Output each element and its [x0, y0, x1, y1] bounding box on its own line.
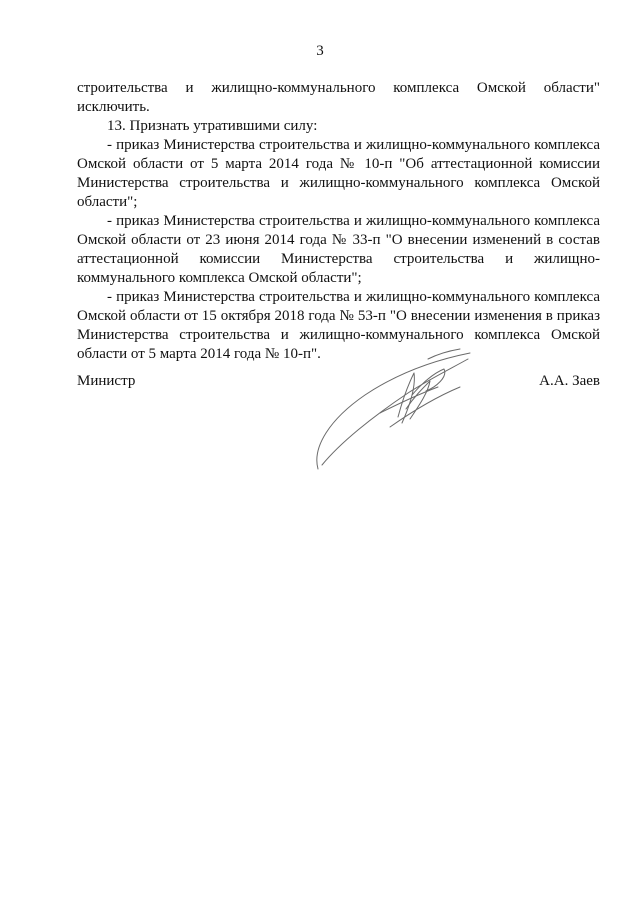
handwritten-signature: [310, 347, 475, 472]
paragraph-order-10p: - приказ Министерства строительства и жилищно-коммунального комплекса Омской области от 5 марта 2014 года № 10-п "Об аттестационной комиссии Министерства строительства и жилищно-коммунального комплекса Омской области";: [77, 137, 600, 210]
paragraph-continuation: строительства и жилищно-коммунального комплекса Омской области" исключить.: [77, 80, 600, 115]
signatory-name: А.А. Заев: [539, 373, 600, 389]
paragraph-order-33p: - приказ Министерства строительства и жилищно-коммунального комплекса Омской области от 23 июня 2014 года № 33-п "О внесении изменений в состав аттестационной комиссии Министерства строительства и жилищно-коммунального комплекса Омской области";: [77, 213, 600, 286]
position-title: Министр: [77, 373, 136, 389]
document-body: [77, 79, 600, 364]
page-number: 3: [316, 43, 324, 59]
paragraph-item-13: 13. Признать утратившими силу:: [107, 118, 318, 134]
paragraph-order-53p: - приказ Министерства строительства и жилищно-коммунального комплекса Омской области от 15 октября 2018 года № 53-п "О внесении изменения в приказ Министерства строительства и жилищно-коммунального комплекса Омской области от 5 марта 2014 года № 10-п".: [77, 289, 600, 362]
